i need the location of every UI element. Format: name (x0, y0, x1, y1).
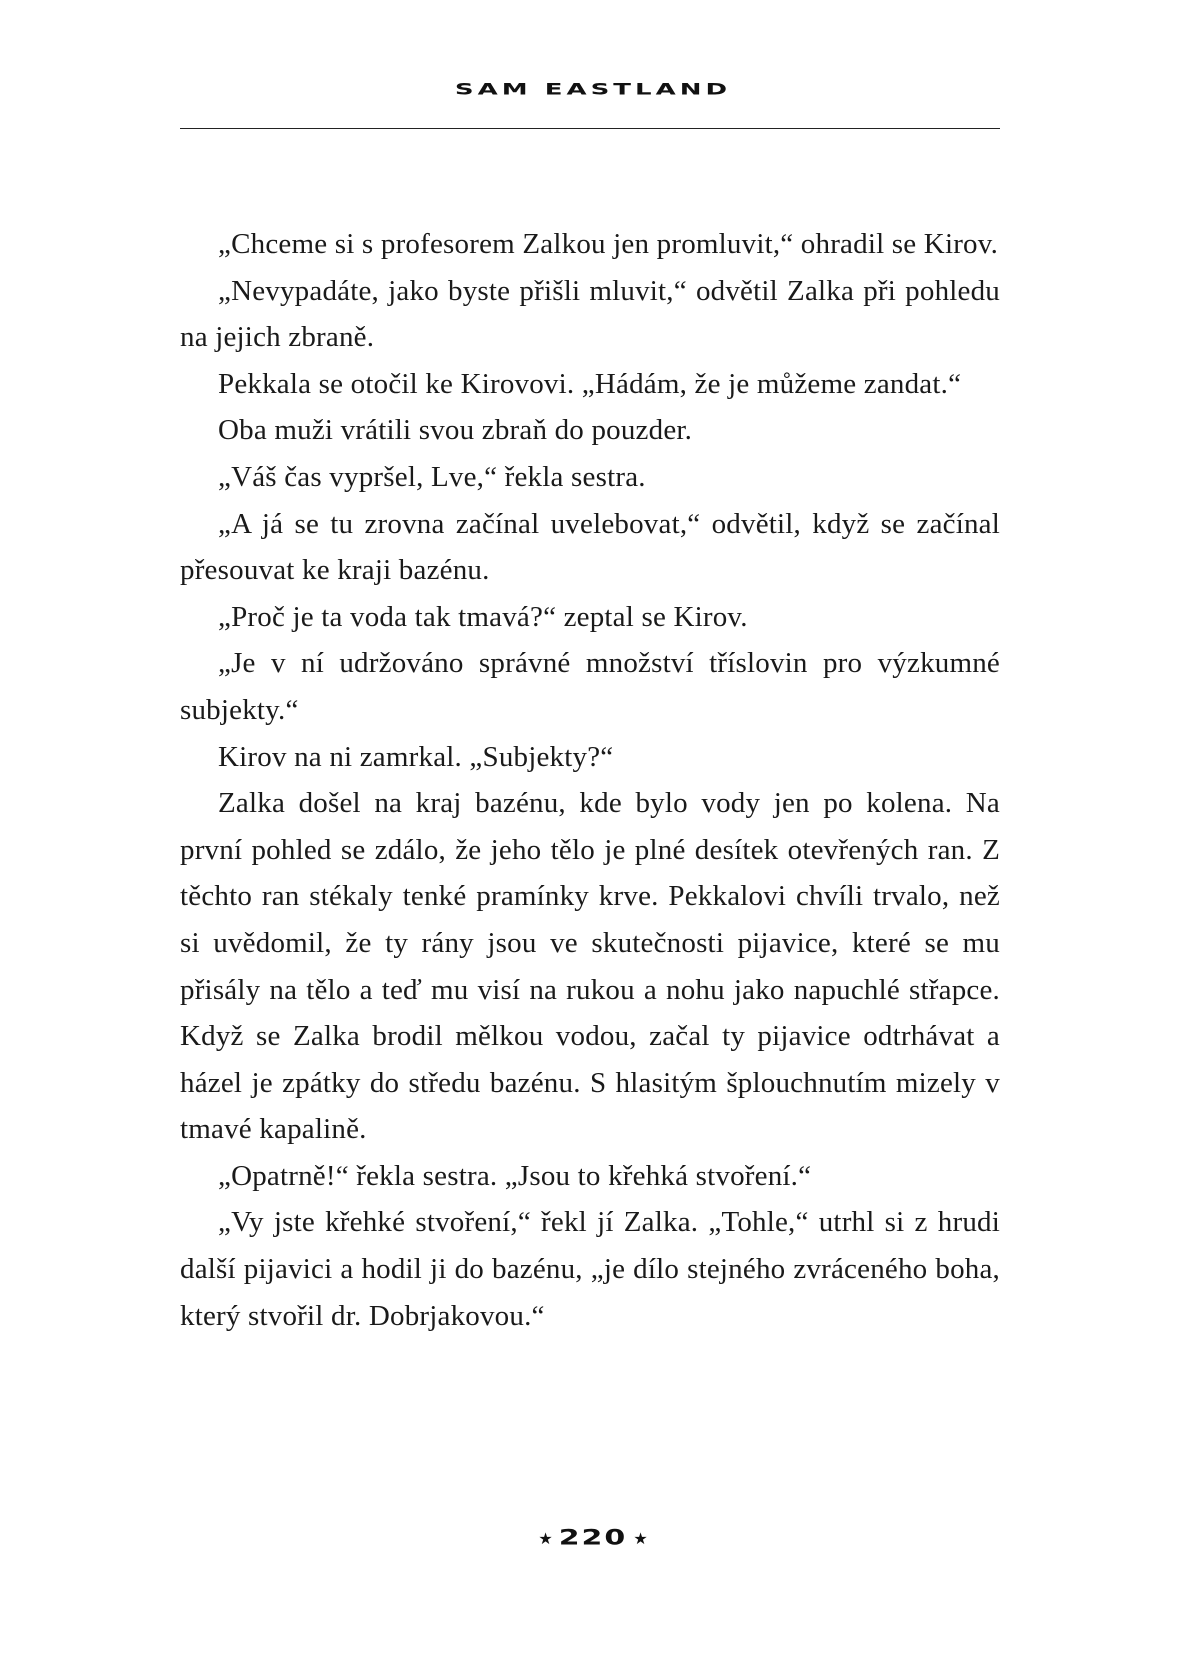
star-icon: ★ (538, 1529, 553, 1548)
paragraph: „Opatrně!“ řekla sestra. „Jsou to křehká stvoření.“ (218, 1159, 812, 1192)
paragraph: Pekkala se otočil ke Kirovovi. „Hádám, že je můžeme zandat.“ (218, 367, 962, 400)
running-head: SAM EASTLAND (454, 80, 732, 99)
paragraph: „Je v ní udržováno správné množství tříslovin pro výzkumné subjekty.“ (180, 647, 1000, 726)
paragraph: Oba muži vrátili svou zbraň do pouzder. (218, 414, 693, 447)
page-number: 220 (558, 1524, 628, 1551)
paragraph: „Nevypadáte, jako byste přišli mluvit,“ odvětil Zalka při pohledu na jejich zbraně. (180, 274, 1000, 354)
page-footer (0, 1520, 1186, 1555)
paragraph: „Váš čas vypršel, Lve,“ řekla sestra. (218, 460, 646, 493)
star-icon: ★ (633, 1529, 648, 1548)
paragraph: „A já se tu zrovna začínal uvelebovat,“ odvětil, když se začínal přesouvat ke kraji bazénu. (180, 507, 1000, 587)
body-text (180, 221, 1000, 1339)
paragraph: „Chceme si s profesorem Zalkou jen promluvit,“ ohradil se Kirov. (218, 228, 999, 260)
paragraph: Zalka došel na kraj bazénu, kde bylo vody jen po kolena. Na první pohled se zdálo, že jeho tělo je plné desítek otevřených ran. Z těchto ran stékaly tenké pramínky krve. Pekkalovi chvíli trvalo, než si uvědomil, že ty rány jsou ve skutečnosti pijavice, které se mu přisály na tělo a teď mu visí na rukou a nohu jako napuchlé střapce. Když se Zalka brodil mělkou vodou, začal ty pijavice odtrhávat a házel je zpátky do středu bazénu. S hlasitým šplouchnutím mizely v tmavé kapalině. (180, 787, 1000, 1146)
paragraph: „Vy jste křehké stvoření,“ řekl jí Zalka. „Tohle,“ utrhl si z hrudi další pijavici a hodil ji do bazénu, „je dílo stejného zvráceného boha, který stvořil dr. Dobrjakovou.“ (180, 1206, 1000, 1332)
paragraph: „Proč je ta voda tak tmavá?“ zeptal se Kirov. (218, 600, 748, 633)
paragraph: Kirov na ni zamrkal. „Subjekty?“ (218, 740, 614, 773)
header-rule (180, 128, 1000, 129)
